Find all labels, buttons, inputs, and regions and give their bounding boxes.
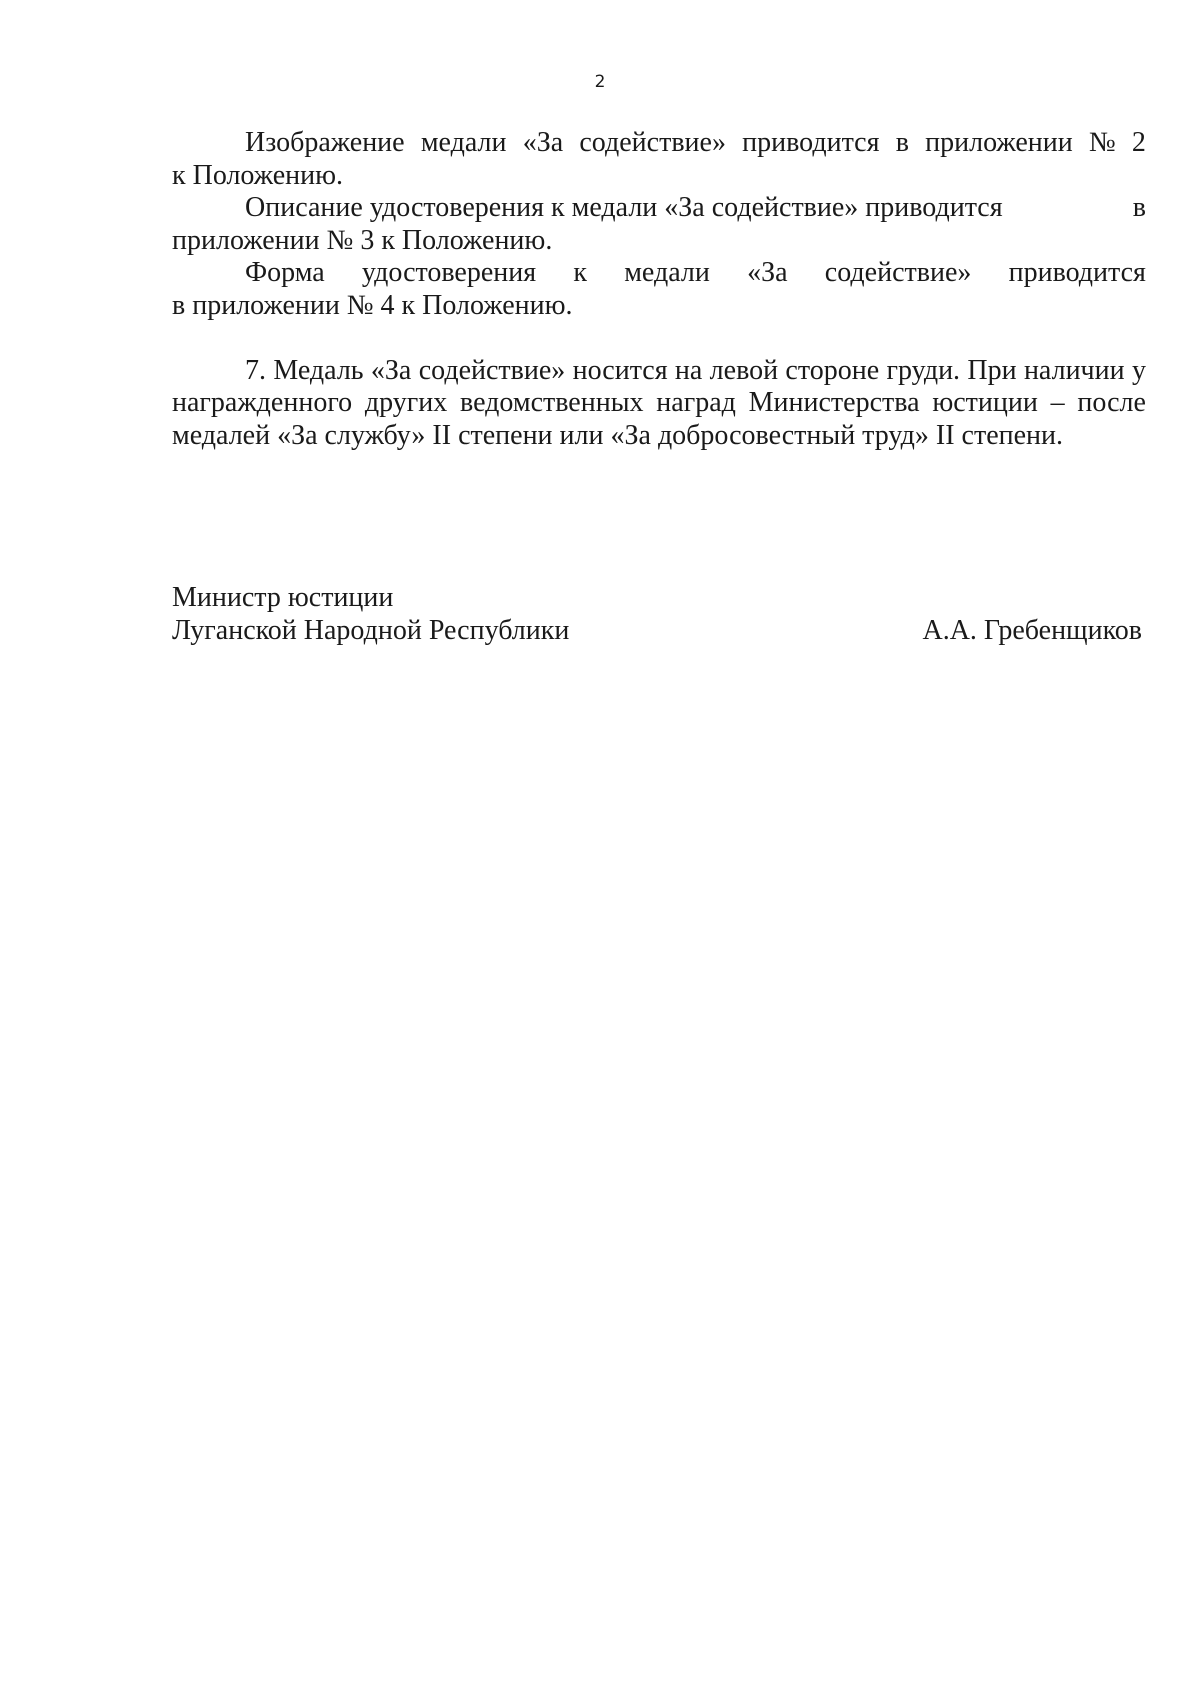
paragraph-line — [172, 192, 1146, 225]
word: удостоверения — [361, 257, 537, 288]
word: Министерства — [748, 387, 920, 418]
word: «За — [370, 354, 412, 386]
word: При — [967, 354, 1017, 386]
word: в — [1132, 192, 1146, 223]
word: к — [573, 257, 587, 288]
word: наград — [656, 387, 736, 418]
paragraph-certificate-form — [172, 257, 1146, 322]
word: груди. — [886, 354, 961, 386]
paragraph-spacer — [172, 322, 1146, 355]
paragraph-line: приложении № 3 к Положению. — [172, 224, 553, 256]
word: 7. — [245, 354, 266, 386]
page-number: 2 — [594, 72, 606, 92]
paragraph-wearing-rules — [172, 355, 1146, 453]
word: награжденного — [172, 387, 353, 418]
word: ведомственных — [460, 387, 644, 418]
paragraph-line: в приложении № 4 к Положению. — [172, 289, 573, 321]
word: наличии — [1023, 354, 1125, 386]
word: других — [364, 387, 448, 418]
word: Изображение — [245, 127, 405, 158]
paragraph-medal-image — [172, 127, 1146, 192]
paragraph-line — [172, 355, 1146, 388]
word: приложении — [925, 127, 1073, 158]
word: «За — [522, 127, 564, 158]
word: в — [895, 127, 909, 158]
word: 2 — [1131, 127, 1146, 158]
word: медали — [624, 257, 710, 288]
word: медали — [420, 127, 507, 158]
word: Описание удостоверения к медали «За содействие» приводится — [245, 192, 1003, 223]
word: после — [1077, 387, 1146, 418]
paragraph-line: медалей «За службу» II степени или «За добросовестный труд» II степени. — [172, 419, 1063, 451]
word: носится — [572, 354, 668, 386]
word: стороне — [785, 354, 880, 386]
word: «За — [747, 257, 788, 288]
signatory-title: Министр юстиции — [172, 582, 394, 613]
signature-title-line — [172, 614, 1146, 647]
paragraph-line: к Положению. — [172, 159, 344, 191]
word: содействие» — [579, 127, 726, 158]
document-body — [172, 127, 1146, 452]
word: приводится — [1008, 257, 1146, 288]
signature-title-line — [172, 581, 1146, 614]
signatory-name: А.А. Гребенщиков — [922, 615, 1142, 646]
word: Медаль — [273, 354, 364, 386]
word: у — [1131, 354, 1146, 386]
paragraph-line — [172, 387, 1146, 420]
word: № — [1088, 127, 1116, 158]
word: Форма — [245, 257, 325, 288]
word: – — [1050, 387, 1065, 418]
word: приводится — [742, 127, 880, 158]
word: юстиции — [932, 387, 1038, 418]
signature-block — [172, 581, 1146, 647]
word: левой — [709, 354, 779, 386]
word: содействие» — [418, 354, 566, 386]
paragraph-certificate-description — [172, 192, 1146, 257]
word: на — [674, 354, 703, 386]
paragraph-line — [172, 257, 1146, 290]
signatory-organization: Луганской Народной Республики — [172, 615, 570, 646]
word: содействие» — [824, 257, 972, 288]
paragraph-line — [172, 127, 1146, 160]
